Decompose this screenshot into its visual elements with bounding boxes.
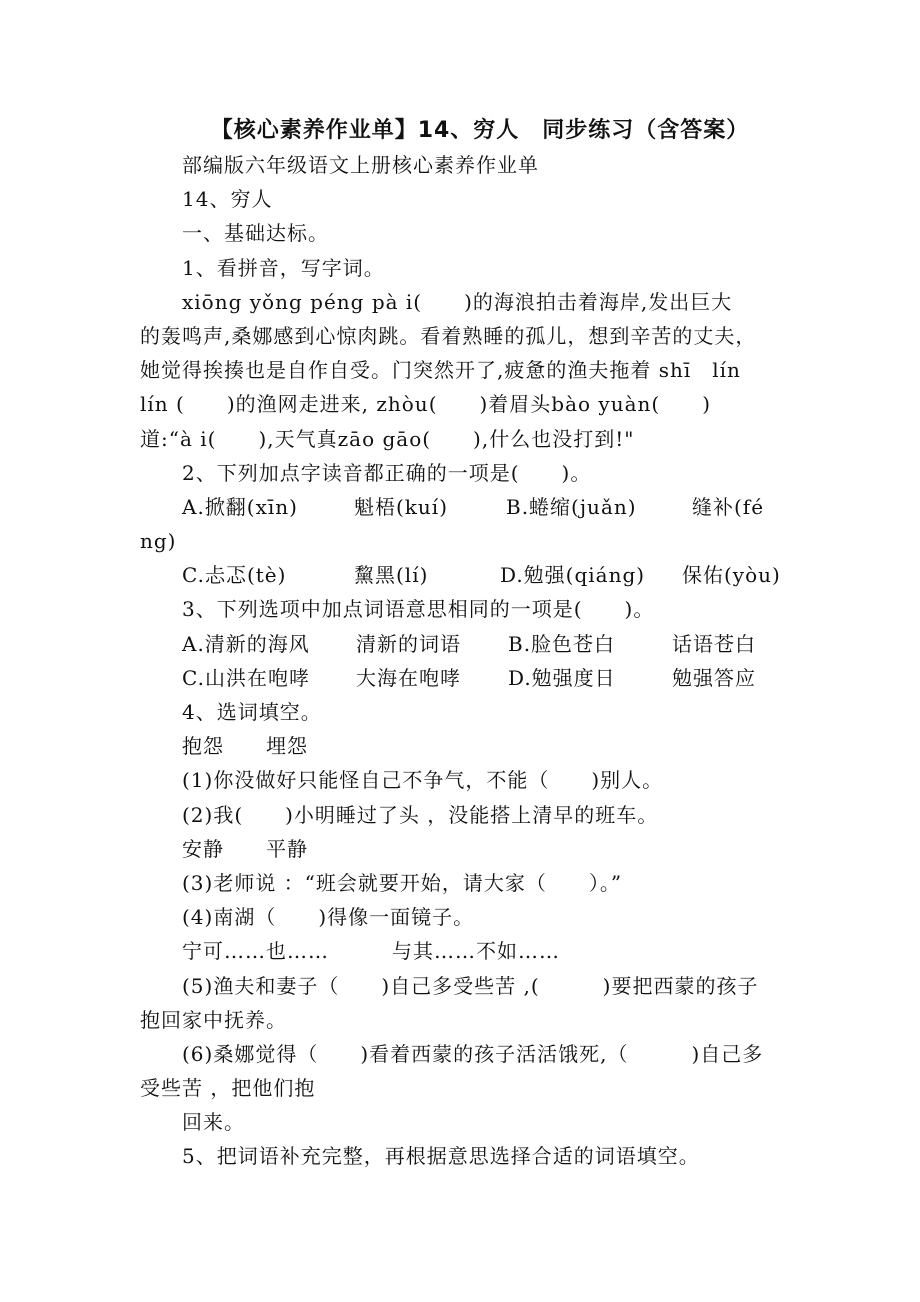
option-c-2: 黧黑(lí) [354, 563, 429, 588]
question-1-line: lín ( )的渔网走进来, zhòu( )着眉头bào yuàn( ) [140, 392, 712, 417]
option-b-2: 话语苍白 [672, 631, 756, 656]
question-3-options [140, 661, 790, 695]
document-title: 【核心素养作业单】14、穷人 同步练习（含答案） [210, 118, 750, 143]
question-4-sentence: (3)老师说 ：“班会就要开始，请大家（ ）。” [182, 870, 623, 895]
option-a-2: 清新的词语 [356, 631, 461, 656]
subtitle: 部编版六年级语文上册核心素养作业单 [182, 153, 539, 177]
question-4-sentence-cont: 回来。 [182, 1110, 245, 1135]
question-4-heading: 4、选词填空。 [182, 700, 322, 724]
question-4-sentence: (2)我( )小明睡过了头 ，没能搭上清早的班车。 [182, 802, 659, 827]
option-b-1: B.脸色苍白 [508, 631, 616, 656]
question-1-line: 道:“à i( ),天气真zāo gāo( ),什么也没打到!" [140, 426, 635, 451]
option-c-1: C.山洪在咆哮 [182, 665, 310, 690]
question-4-sentence-cont: 受些苦 ，把他们抱 [140, 1076, 316, 1101]
question-1-line: 的轰鸣声,桑娜感到心惊肉跳。看着熟睡的孤儿，想到辛苦的丈夫， [140, 323, 757, 348]
question-4-sentence: (6)桑娜觉得（ )看着西蒙的孩子活活饿死,（ )自己多 [182, 1041, 764, 1066]
option-a-1: A.清新的海风 [182, 631, 310, 656]
question-2-options [140, 490, 790, 524]
question-5-heading: 5、把词语补充完整，再根据意思选择合适的词语填空。 [182, 1144, 700, 1169]
question-4-sentence: (4)南湖（ )得像一面镜子。 [182, 905, 475, 930]
document-body [140, 148, 790, 1174]
question-4-sentence: (1)你没做好只能怪自己不争气，不能（ )别人。 [182, 768, 664, 793]
option-d-2: 保佑(yòu) [682, 563, 781, 588]
question-2-heading: 2、下列加点字读音都正确的一项是( )。 [182, 460, 592, 485]
question-1-line: 她觉得挨揍也是自作自受。门突然开了,疲惫的渔夫拖着 shī lín [140, 358, 741, 383]
question-4-sentence: (5)渔夫和妻子（ )自己多受些苦 ,( )要把西蒙的孩子 [182, 973, 759, 998]
option-c-1: C.忐忑(tè) [182, 563, 287, 588]
option-a-1: A.掀翻(xīn) [182, 494, 298, 519]
section-heading: 一、基础达标。 [182, 221, 329, 246]
option-b-2: 缝补(fé [692, 494, 765, 519]
question-3-options [140, 627, 790, 661]
question-1-heading: 1、看拼音，写字词。 [182, 255, 385, 280]
question-2-options [140, 558, 790, 592]
word-group: 安静 平静 [182, 836, 308, 861]
question-1-line: xiōng yǒng péng pà i( )的海浪拍击着海岸,发出巨大 [182, 289, 733, 314]
option-c-2: 大海在咆哮 [356, 665, 461, 690]
question-4-sentence-cont: 抱回家中抚养。 [140, 1007, 287, 1032]
option-d-2: 勉强答应 [672, 665, 756, 690]
word-group: 宁可……也…… 与其……不如…… [182, 939, 560, 964]
option-b-1: B.蜷缩(juǎn) [506, 494, 637, 519]
option-d-1: D.勉强度日 [508, 665, 616, 690]
question-2-continuation: ng) [140, 529, 177, 554]
option-d-1: D.勉强(qiáng) [500, 563, 646, 588]
lesson-title: 14、穷人 [182, 187, 273, 212]
question-3-heading: 3、下列选项中加点词语意思相同的一项是( )。 [182, 597, 655, 622]
option-a-2: 魁梧(kuí) [354, 494, 449, 519]
word-group: 抱怨 埋怨 [182, 734, 308, 759]
